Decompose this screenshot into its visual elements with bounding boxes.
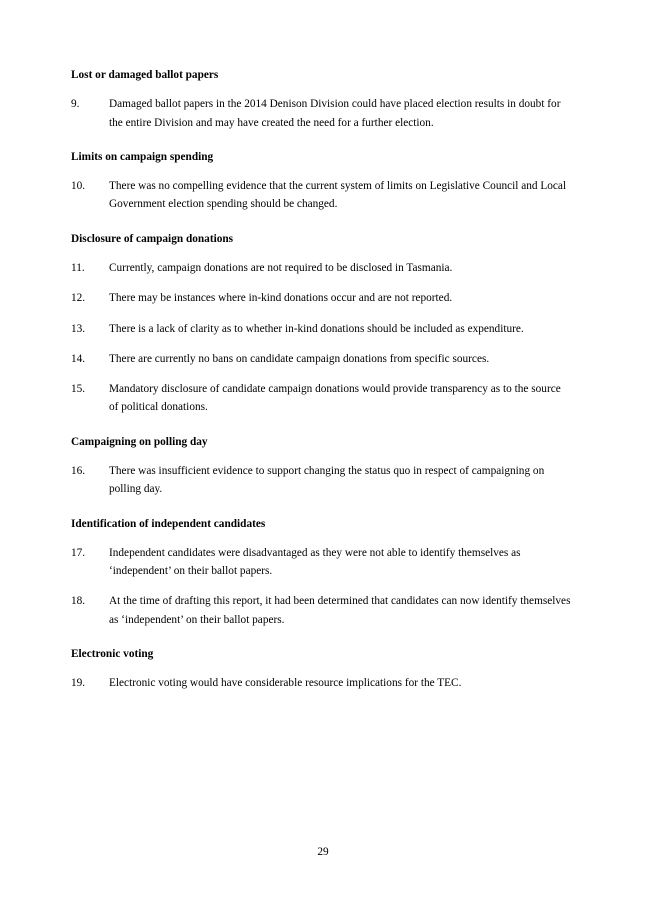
- section-heading: Identification of independent candidates: [71, 517, 266, 530]
- paragraph-number: 16.: [71, 464, 86, 477]
- numbered-paragraph: [71, 674, 571, 692]
- paragraph-text: There are currently no bans on candidate campaign donations from specific sources.: [109, 352, 490, 365]
- paragraph-number: 9.: [71, 98, 80, 111]
- numbered-paragraph: [71, 462, 571, 499]
- paragraph-number: 11.: [71, 261, 85, 274]
- section-heading: Electronic voting: [71, 648, 154, 660]
- paragraph-text: Independent candidates were disadvantaged as they were not able to identify themselves as ‘independent’ on their ballot papers.: [109, 546, 521, 578]
- paragraph-text: There was no compelling evidence that the current system of limits on Legislative Council and Local Government election spending should be changed.: [109, 180, 567, 211]
- section-heading: Lost or damaged ballot papers: [71, 69, 219, 81]
- numbered-paragraph: [71, 380, 571, 417]
- paragraph-text: Currently, campaign donations are not required to be disclosed in Tasmania.: [109, 261, 453, 274]
- paragraph-text: At the time of drafting this report, it had been determined that candidates can now identify themselves as ‘independent’ on their ballot papers.: [109, 595, 571, 626]
- numbered-paragraph: [71, 259, 571, 277]
- paragraph-number: 19.: [71, 677, 86, 690]
- numbered-paragraph: [71, 95, 571, 132]
- paragraph-number: 12.: [71, 292, 86, 305]
- paragraph-number: 17.: [71, 546, 86, 559]
- document-section: [71, 517, 571, 629]
- document-section: [71, 435, 571, 499]
- paragraph-number: 14.: [71, 352, 86, 365]
- numbered-paragraph: [71, 592, 571, 629]
- document-section: [71, 647, 571, 693]
- paragraph-text: Mandatory disclosure of candidate campaign donations would provide transparency as to the source of political donations.: [109, 383, 561, 414]
- paragraph-text: There is a lack of clarity as to whether in-kind donations should be included as expenditure.: [109, 322, 524, 335]
- paragraph-text: There may be instances where in-kind donations occur and are not reported.: [109, 292, 453, 305]
- paragraph-number: 15.: [71, 383, 86, 396]
- numbered-paragraph: [71, 320, 571, 338]
- section-heading: Disclosure of campaign donations: [71, 232, 234, 245]
- document-body: [71, 68, 571, 705]
- numbered-paragraph: [71, 177, 571, 214]
- paragraph-text: Damaged ballot papers in the 2014 Denison Division could have placed election results in doubt for the entire Division and may have created the need for a further election.: [109, 98, 561, 129]
- section-heading: Campaigning on polling day: [71, 435, 208, 448]
- numbered-paragraph: [71, 289, 571, 307]
- numbered-paragraph: [71, 544, 571, 581]
- paragraph-number: 10.: [71, 180, 86, 193]
- paragraph-number: 13.: [71, 322, 86, 335]
- paragraph-number: 18.: [71, 595, 86, 608]
- paragraph-text: Electronic voting would have considerable resource implications for the TEC.: [109, 677, 462, 690]
- document-section: [71, 68, 571, 132]
- section-heading: Limits on campaign spending: [71, 150, 214, 163]
- page-number: 29: [317, 846, 329, 858]
- document-section: [71, 150, 571, 214]
- document-section: [71, 232, 571, 417]
- paragraph-text: There was insufficient evidence to support changing the status quo in respect of campaigning on polling day.: [109, 464, 545, 496]
- numbered-paragraph: [71, 350, 571, 368]
